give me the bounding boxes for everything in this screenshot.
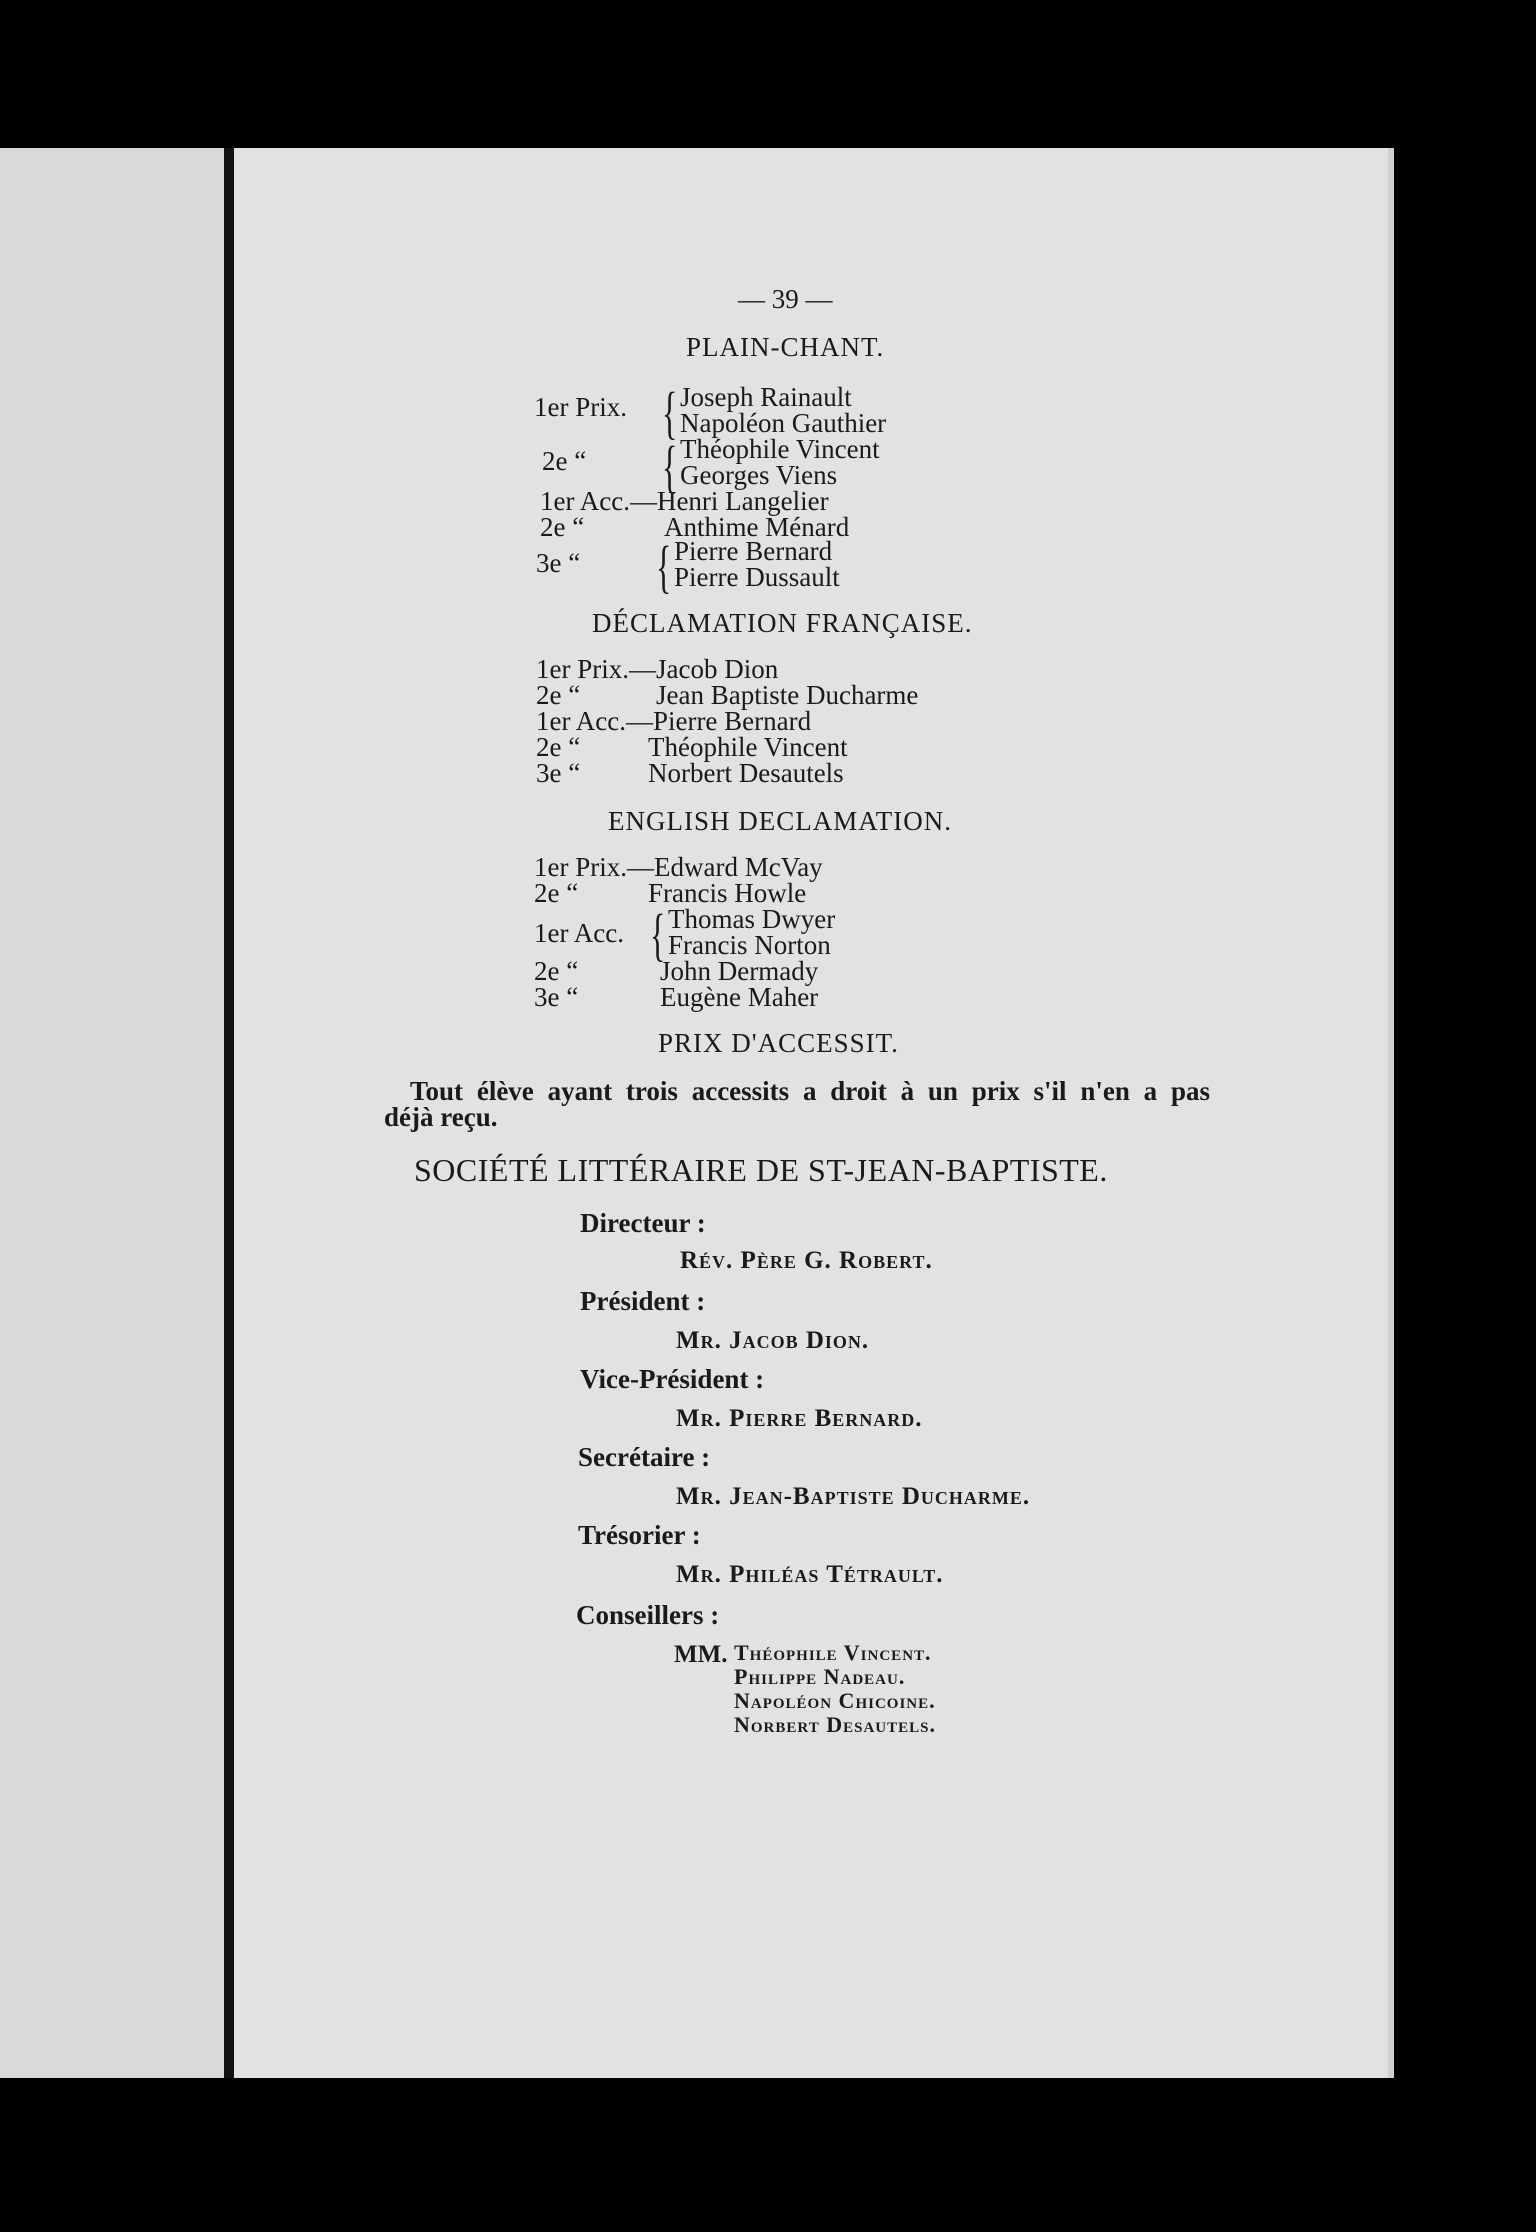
pc-3e-name-2: Pierre Dussault xyxy=(674,562,840,592)
brace: { xyxy=(656,534,672,599)
df-line-5-name: Norbert Desautels xyxy=(648,758,844,788)
declamation-fr-heading: DÉCLAMATION FRANÇAISE. xyxy=(592,608,973,638)
societe-heading: SOCIÉTÉ LITTÉRAIRE DE ST-JEAN-BAPTISTE. xyxy=(414,1152,1108,1188)
conseillers-prefix: MM. xyxy=(674,1641,728,1668)
de-line-2-label: 2e “ xyxy=(534,878,579,908)
name-vice-president: Mr. Pierre Bernard. xyxy=(676,1405,923,1432)
df-line-5-label: 3e “ xyxy=(536,758,581,788)
conseiller-1: Théophile Vincent. xyxy=(734,1640,932,1665)
accessit-text-2: déjà reçu. xyxy=(384,1102,498,1132)
page-spine xyxy=(224,148,234,2078)
brace: { xyxy=(650,902,666,967)
pc-3e-label: 3e “ xyxy=(536,548,581,578)
document-page xyxy=(234,148,1394,2078)
declamation-en-heading: ENGLISH DECLAMATION. xyxy=(608,806,952,836)
de-line-4-name: John Dermady xyxy=(660,956,819,986)
pc-1er-prix-name-1: Joseph Rainault xyxy=(680,382,852,412)
df-line-2-label: 2e “ xyxy=(536,680,581,710)
de-line-5-name: Eugène Maher xyxy=(660,982,819,1012)
role-vice-president: Vice-Président : xyxy=(580,1364,765,1394)
role-president: Président : xyxy=(580,1286,706,1316)
page-number: — 39 — xyxy=(738,284,833,314)
df-line-1: 1er Prix.—Jacob Dion xyxy=(536,654,779,684)
df-line-4-name: Théophile Vincent xyxy=(648,732,848,762)
de-line-1: 1er Prix.—Edward McVay xyxy=(534,852,823,882)
name-president: Mr. Jacob Dion. xyxy=(676,1327,870,1354)
role-conseillers: Conseillers : xyxy=(576,1600,720,1630)
role-tresorier: Trésorier : xyxy=(578,1520,701,1550)
name-directeur: Rév. Père G. Robert. xyxy=(680,1247,933,1274)
df-line-4-label: 2e “ xyxy=(536,732,581,762)
de-line-4-label: 2e “ xyxy=(534,956,579,986)
de-line-3-name-1: Thomas Dwyer xyxy=(668,904,836,934)
pc-2e-label: 2e “ xyxy=(542,446,587,476)
pc-2e-acc-label: 2e “ xyxy=(540,512,585,542)
pc-2e-name-1: Théophile Vincent xyxy=(680,434,880,464)
brace: { xyxy=(662,380,678,445)
plain-chant-heading: PLAIN-CHANT. xyxy=(686,332,885,362)
de-line-5-label: 3e “ xyxy=(534,982,579,1012)
pc-1er-acc-line: 1er Acc.—Henri Langelier xyxy=(540,486,829,516)
role-secretaire: Secrétaire : xyxy=(578,1442,711,1472)
conseiller-2: Philippe Nadeau. xyxy=(734,1664,906,1689)
pc-1er-prix-name-2: Napoléon Gauthier xyxy=(680,408,887,438)
accessit-heading: PRIX D'ACCESSIT. xyxy=(658,1028,899,1058)
pc-1er-prix-label: 1er Prix. xyxy=(534,392,627,422)
brace: { xyxy=(662,434,678,499)
de-line-3-name-2: Francis Norton xyxy=(668,930,831,960)
df-line-2-name: Jean Baptiste Ducharme xyxy=(656,680,919,710)
pc-3e-name-1: Pierre Bernard xyxy=(674,536,833,566)
accessit-text-1: Tout élève ayant trois accessits a droit à un prix s'il n'en a pas xyxy=(410,1076,1210,1106)
role-directeur: Directeur : xyxy=(580,1208,706,1238)
left-page xyxy=(0,148,232,2078)
de-line-2-name: Francis Howle xyxy=(648,878,807,908)
df-line-3: 1er Acc.—Pierre Bernard xyxy=(536,706,812,736)
conseiller-4: Norbert Desautels. xyxy=(734,1712,936,1737)
pc-2e-name-2: Georges Viens xyxy=(680,460,838,490)
name-tresorier: Mr. Philéas Tétrault. xyxy=(676,1561,944,1588)
conseiller-3: Napoléon Chicoine. xyxy=(734,1688,936,1713)
name-secretaire: Mr. Jean-Baptiste Ducharme. xyxy=(676,1483,1031,1510)
de-line-3-label: 1er Acc. xyxy=(534,918,624,948)
pc-2e-acc-name: Anthime Ménard xyxy=(664,512,850,542)
